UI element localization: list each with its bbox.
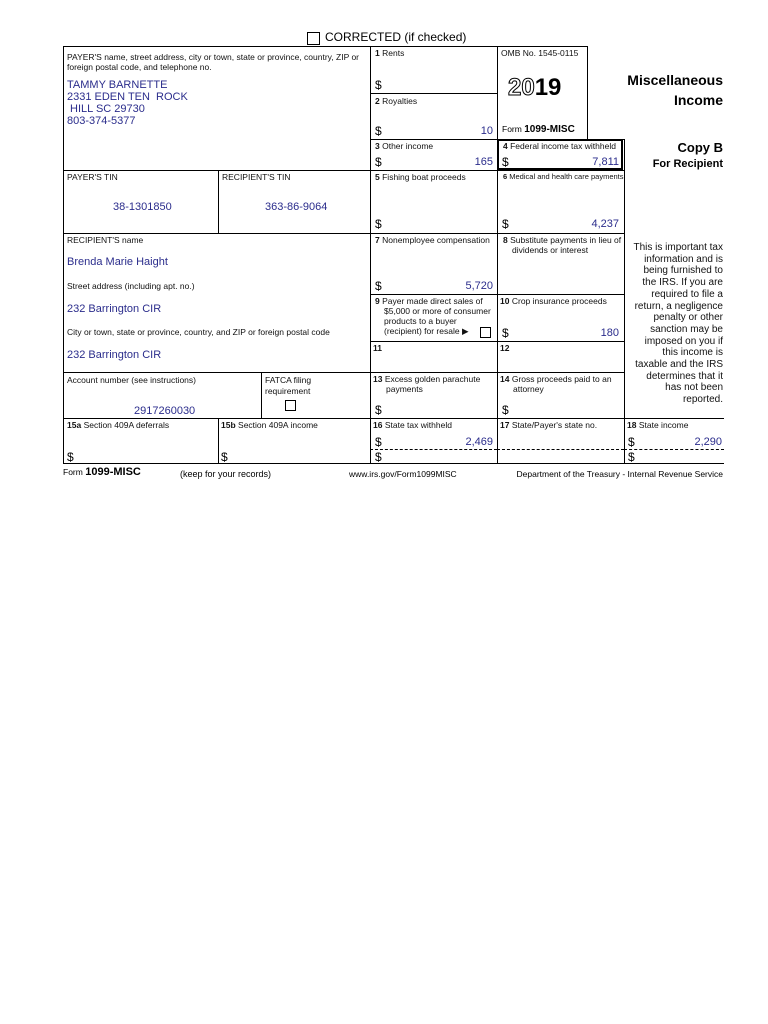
box18-value: 2,290 <box>694 436 722 448</box>
recipient-name-label: RECIPIENT'S name <box>67 235 144 245</box>
box5-dollar: $ <box>375 217 382 231</box>
box15a-dollar: $ <box>67 450 74 464</box>
box8-label: 8 Substitute payments in lieu of dividends or interest <box>503 235 622 255</box>
box7-dollar: $ <box>375 279 382 293</box>
box16-dollar-1: $ <box>375 435 382 449</box>
box6-dollar: $ <box>502 217 509 231</box>
box10-value: 180 <box>600 327 619 339</box>
box16-dollar-2: $ <box>375 450 382 464</box>
box9-checkbox[interactable] <box>480 327 491 338</box>
tax-year-bold: 19 <box>534 74 562 101</box>
box2-dollar: $ <box>375 124 382 138</box>
box3-label: 3 Other income <box>375 141 434 151</box>
payer-tin-label: PAYER'S TIN <box>67 172 118 182</box>
box16-value: 2,469 <box>465 436 493 448</box>
box3-dollar: $ <box>375 155 382 169</box>
box3-value: 165 <box>474 156 493 168</box>
box15b-label: 15b Section 409A income <box>221 420 318 430</box>
box4-value: 7,811 <box>592 156 619 168</box>
payer-city: HILL SC 29730 <box>67 103 145 115</box>
form-title-line2: Income <box>673 92 723 108</box>
omb-number: OMB No. 1545-0115 <box>501 48 579 58</box>
payer-street: 2331 EDEN TEN ROCK <box>67 91 188 103</box>
payer-tin-value: 38-1301850 <box>113 201 172 213</box>
box10-label: 10 Crop insurance proceeds <box>500 296 607 306</box>
recipient-tin-value: 363-86-9064 <box>265 201 328 213</box>
box15a-label: 15a Section 409A deferrals <box>67 420 170 430</box>
account-label: Account number (see instructions) <box>67 375 196 385</box>
tax-year-outline: 20 <box>508 74 535 101</box>
box13-label: 13 Excess golden parachute payments <box>373 374 481 394</box>
payer-phone: 803-374-5377 <box>67 115 136 127</box>
box16-label: 16 State tax withheld <box>373 420 452 430</box>
fatca-checkbox[interactable] <box>285 400 296 411</box>
box15b-dollar: $ <box>221 450 228 464</box>
box4-dollar: $ <box>502 155 509 169</box>
box7-value: 5,720 <box>465 280 493 292</box>
box17-label: 17 State/Payer's state no. <box>500 420 598 430</box>
box2-label: 2 Royalties <box>375 96 418 106</box>
box10-dollar: $ <box>502 326 509 340</box>
recipient-name: Brenda Marie Haight <box>67 256 168 268</box>
box11-label: 11 <box>373 343 382 353</box>
account-value: 2917260030 <box>134 405 196 417</box>
recipient-tin-label: RECIPIENT'S TIN <box>222 172 291 182</box>
recipient-street-label: Street address (including apt. no.) <box>67 281 195 291</box>
footer-form-name: Form 1099-MISC <box>63 466 141 478</box>
box5-label: 5 Fishing boat proceeds <box>375 172 466 182</box>
box18-dollar-1: $ <box>628 435 635 449</box>
box1-dollar: $ <box>375 78 382 92</box>
box12-label: 12 <box>500 343 510 353</box>
copy-subtitle: For Recipient <box>652 158 723 170</box>
box18-label: 18 State income <box>627 420 689 430</box>
box13-dollar: $ <box>375 403 382 417</box>
corrected-label: CORRECTED (if checked) <box>325 30 467 44</box>
box4-label: 4 Federal income tax withheld <box>503 141 616 151</box>
fatca-label-2: requirement <box>265 386 311 396</box>
recipient-street: 232 Barrington CIR <box>67 303 162 315</box>
footer-keep: (keep for your records) <box>180 469 272 479</box>
tax-year <box>508 74 561 102</box>
footer-url: www.irs.gov/Form1099MISC <box>349 469 457 479</box>
box7-label: 7 Nonemployee compensation <box>375 235 490 245</box>
box14-dollar: $ <box>502 403 509 417</box>
payer-name: TAMMY BARNETTE <box>67 79 168 91</box>
box1-label: 1 Rents <box>375 48 405 58</box>
recipient-city-label: City or town, state or province, country, and ZIP or foreign postal code <box>67 327 330 337</box>
important-tax-notice: This is important tax information and is being furnished to the IRS. If you are required to file a return, a negligence penalty or other sanction may be imposed on you if this income is taxable and the IRS determines that it has not been reported. <box>633 242 723 406</box>
omb-form-name: Form 1099-MISC <box>502 124 575 135</box>
copy-title: Copy B <box>677 140 723 155</box>
fatca-label-1: FATCA filing <box>265 375 312 385</box>
form-title-line1: Miscellaneous <box>627 72 723 88</box>
box6-label: 6 Medical and health care payments <box>503 172 624 181</box>
box2-value: 10 <box>480 125 493 137</box>
corrected-checkbox[interactable] <box>307 32 320 45</box>
box6-value: 4,237 <box>591 218 619 230</box>
footer-dept: Department of the Treasury - Internal Revenue Service <box>516 469 723 479</box>
recipient-city: 232 Barrington CIR <box>67 349 162 361</box>
box14-label: 14 Gross proceeds paid to an attorney <box>500 374 612 394</box>
box18-dollar-2: $ <box>628 450 635 464</box>
box9-label: 9 Payer made direct sales of $5,000 or more of consumer products to a buyer (recipient) for resale ▶ <box>375 296 491 336</box>
payer-label: PAYER'S name, street address, city or town, state or province, country, ZIP or foreign postal code, and telephone no. <box>67 52 360 72</box>
